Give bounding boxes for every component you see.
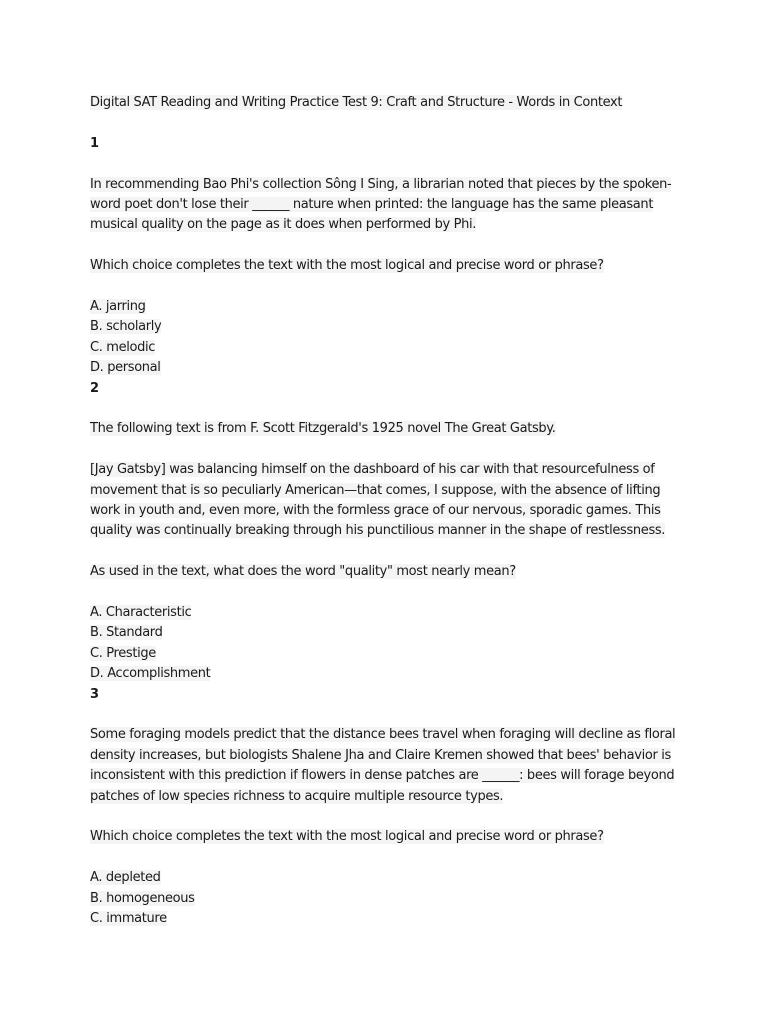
passage-line: musical quality on the page as it does when performed by Phi. <box>90 217 477 233</box>
question-prompt: Which choice completes the text with the most logical and precise word or phrase? <box>90 258 604 274</box>
passage-line: In recommending Bao Phi's collection Sông I Sing, a librarian noted that pieces by the spoken- <box>90 176 672 192</box>
passage-line: work in youth and, even more, with the formless grace of our nervous, sporadic games. This <box>90 503 661 519</box>
answer-choice: A. jarring <box>90 299 146 314</box>
passage-line: density increases, but biologists Shalene Jha and Claire Kremen showed that bees' behavior is <box>90 747 671 763</box>
answer-choice: B. homogeneous <box>90 890 195 906</box>
passage-line: [Jay Gatsby] was balancing himself on the dashboard of his car with that resourcefulness of <box>90 462 655 478</box>
question-prompt: Which choice completes the text with the most logical and precise word or phrase? <box>90 829 604 845</box>
passage-line: patches of low species richness to acquire multiple resource types. <box>90 788 504 804</box>
answer-choice: C. melodic <box>90 339 156 355</box>
answer-choice: D. Accomplishment <box>90 666 211 682</box>
answer-choice: B. Standard <box>90 625 163 641</box>
question-number: 1 <box>90 135 99 151</box>
answer-choice: C. immature <box>90 911 167 927</box>
question-number: 2 <box>90 380 99 396</box>
answer-choice: B. scholarly <box>90 319 162 335</box>
answer-choice: A. Characteristic <box>90 605 192 621</box>
question-number: 3 <box>90 686 99 702</box>
passage-intro: The following text is from F. Scott Fitzgerald's 1925 novel The Great Gatsby. <box>90 421 556 437</box>
question-prompt: As used in the text, what does the word "quality" most nearly mean? <box>90 564 516 580</box>
passage-line: inconsistent with this prediction if flowers in dense patches are ______: bees will forage beyond <box>90 768 675 784</box>
answer-choice: D. personal <box>90 360 161 376</box>
document-content <box>90 93 680 929</box>
answer-choice: C. Prestige <box>90 645 156 661</box>
passage-line: movement that is so peculiarly American—that comes, I suppose, with the absence of lifting <box>90 482 661 498</box>
document-title: Digital SAT Reading and Writing Practice Test 9: Craft and Structure - Words in Context <box>90 95 623 110</box>
answer-choice: A. depleted <box>90 870 161 886</box>
passage-line: Some foraging models predict that the distance bees travel when foraging will decline as floral <box>90 727 676 743</box>
passage-line: word poet don't lose their ______ nature when printed: the language has the same pleasant <box>90 197 654 212</box>
passage-line: quality was continually breaking through his punctilious manner in the shape of restlessness. <box>90 523 666 539</box>
